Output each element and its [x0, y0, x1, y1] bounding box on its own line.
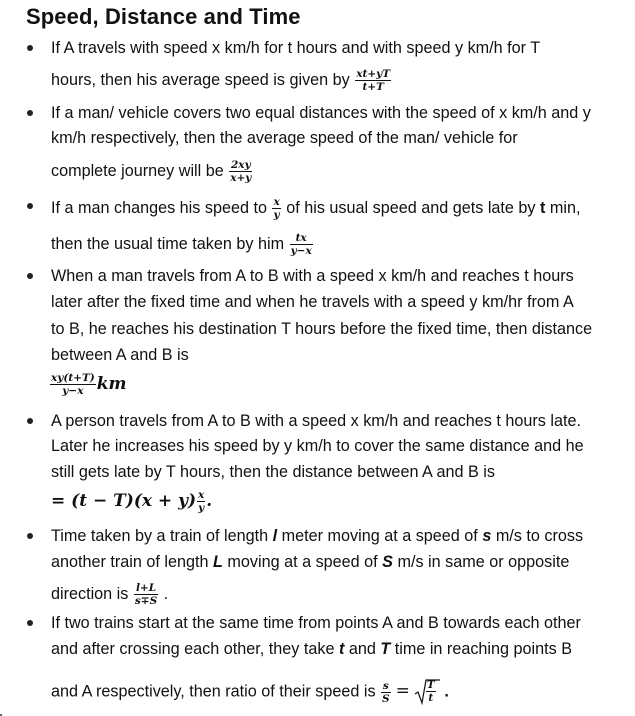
bold-variable: T	[380, 640, 391, 658]
line-text: .	[159, 584, 169, 603]
line-text: m/s in same or opposite	[392, 553, 570, 571]
line-text: If a man changes his speed to	[51, 198, 272, 217]
text-line	[51, 232, 314, 257]
line-text: If A travels with speed x km/h for t hours and with speed y km/h for T	[51, 39, 541, 57]
text-line	[49, 372, 127, 397]
fraction-denominator: y	[273, 209, 280, 221]
bullet-icon	[27, 273, 33, 279]
fraction-denominator: y−x	[62, 385, 84, 397]
line-text: hours, then his average speed is given by	[51, 70, 355, 89]
fraction-denominator: x+y	[230, 172, 252, 184]
fraction-numerator: s	[382, 679, 389, 692]
text-line	[51, 345, 189, 365]
line-text: time in reaching points B	[390, 640, 573, 658]
fraction-numerator: tx	[290, 232, 313, 245]
page-title: Speed, Distance and Time	[26, 4, 301, 29]
bullet-icon	[27, 533, 33, 539]
fraction	[426, 679, 436, 704]
fraction-numerator: T	[426, 679, 435, 691]
line-text: min,	[545, 198, 581, 217]
text-line	[51, 436, 584, 456]
fraction-denominator: y	[198, 502, 205, 514]
bold-variable: s	[482, 527, 492, 545]
fraction	[229, 159, 252, 184]
text-line	[51, 196, 581, 221]
line-text: If two trains start at the same time from points A and B towards each other	[51, 614, 581, 632]
line-text: then the usual time taken by him	[51, 234, 289, 253]
line-text: complete journey will be	[51, 161, 229, 180]
unit-label: km	[96, 373, 127, 394]
text-line	[51, 128, 518, 148]
bullet-icon	[27, 620, 33, 626]
fraction-numerator: xt+yT	[356, 68, 391, 80]
line-text: between A and B is	[51, 346, 189, 364]
line-text: another train of length	[51, 553, 213, 571]
text-line	[51, 159, 253, 184]
fraction-denominator: t+T	[362, 81, 384, 93]
line-text: m/s to cross	[491, 527, 584, 545]
fraction	[381, 680, 391, 705]
fraction	[50, 372, 96, 397]
text-line	[51, 582, 168, 607]
text-line	[51, 639, 572, 659]
fraction	[290, 232, 313, 257]
square-root-icon	[414, 679, 440, 705]
text-line	[51, 103, 591, 123]
line-text: and after crossing each other, they take	[51, 640, 339, 658]
fraction	[197, 489, 205, 514]
line-text: .	[206, 490, 213, 511]
bold-variable: l	[272, 527, 278, 545]
fraction-numerator: x	[198, 489, 205, 501]
text-line	[51, 68, 392, 93]
line-text: If a man/ vehicle covers two equal distances with the speed of x km/h and y	[51, 104, 591, 122]
fraction-denominator: y−x	[290, 245, 312, 257]
fraction-denominator: s∓S	[134, 595, 158, 607]
line-text: later after the fixed time and when he travels with a speed y km/hr from A	[51, 293, 574, 311]
line-text: and A respectively, then ratio of their speed is	[51, 682, 381, 701]
line-text: Later he increases his speed by y km/h to cover the same distance and he	[51, 437, 584, 455]
bold-variable: L	[213, 553, 223, 571]
fraction-numerator: l+L	[134, 582, 158, 595]
text-line	[51, 38, 540, 58]
math-expression: = (t − T)(x + y)	[51, 490, 197, 511]
line-text: km/h respectively, then the average speed of the man/ vehicle for	[51, 129, 518, 147]
fraction-denominator: t	[428, 692, 434, 704]
text-line	[51, 526, 583, 546]
bullet-icon	[27, 45, 33, 51]
fraction-numerator: x	[273, 196, 280, 208]
fraction-numerator: 2xy	[231, 159, 251, 171]
line-text: meter moving at a speed of	[277, 527, 483, 545]
fraction	[134, 582, 158, 607]
text-line	[51, 292, 574, 312]
line-text: direction is	[51, 584, 133, 603]
equals-sign: =	[395, 681, 410, 702]
line-text: of his usual speed and gets late by	[281, 198, 541, 217]
text-line	[51, 319, 592, 339]
text-line	[51, 266, 574, 286]
bold-variable: t	[338, 640, 345, 658]
text-line	[51, 462, 495, 482]
text-line	[51, 411, 581, 431]
bold-variable: S	[382, 553, 393, 571]
text-line	[51, 552, 569, 572]
fraction-denominator: S	[382, 692, 390, 705]
bold-variable: t	[540, 198, 546, 217]
line-text: Time taken by a train of length	[51, 527, 273, 545]
line-text: to B, he reaches his destination T hours before the fixed time, then distance	[51, 320, 593, 338]
line-text: A person travels from A to B with a speed x km/h and reaches t hours late.	[51, 412, 581, 430]
bullet-icon	[27, 418, 33, 424]
text-line	[51, 489, 212, 514]
line-text: When a man travels from A to B with a speed x km/h and reaches t hours	[51, 267, 574, 285]
text-line	[51, 679, 449, 705]
line-text: and	[344, 640, 381, 658]
fraction-numerator: xy(t+T)	[51, 372, 95, 384]
line-text: .	[439, 682, 449, 701]
text-line	[51, 613, 581, 633]
fraction	[355, 68, 391, 93]
bullet-icon	[27, 110, 33, 116]
fraction	[272, 196, 280, 221]
line-text: moving at a speed of	[222, 553, 383, 571]
bullet-icon	[27, 203, 33, 209]
line-text: still gets late by T hours, then the distance between A and B is	[51, 463, 495, 481]
